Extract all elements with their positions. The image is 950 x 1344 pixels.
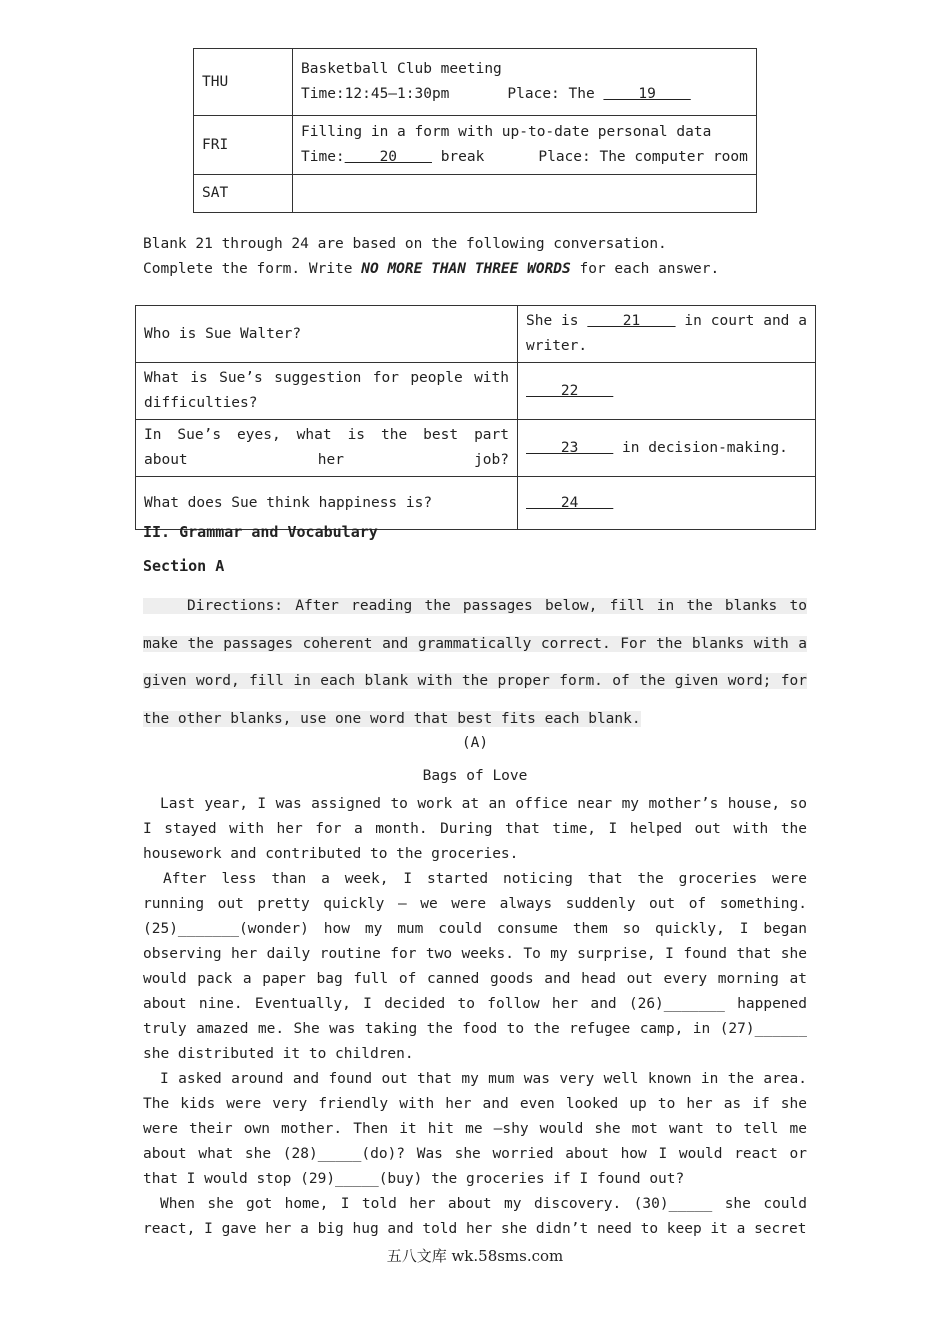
blank-22: 22 <box>526 382 614 399</box>
activity-cell <box>293 49 757 116</box>
blank-21: 21 <box>587 313 676 329</box>
passage-body <box>143 792 807 1242</box>
directions-text <box>143 588 807 738</box>
answer-prefix: She is <box>526 313 588 329</box>
form-row <box>136 477 816 530</box>
form-row <box>136 420 816 477</box>
blank-20: 20 <box>344 149 432 165</box>
passage-label: (A) <box>461 735 489 751</box>
answer-cell <box>518 306 816 363</box>
activity-place: Place: The computer room <box>538 149 748 165</box>
question-cell: Who is Sue Walter? <box>136 306 518 363</box>
form-row <box>136 363 816 420</box>
question-cell: In Sue’s eyes, what is the best part about her job? <box>136 420 518 477</box>
activity-details <box>301 145 748 170</box>
schedule-row-sat <box>194 175 757 213</box>
activity-place-prefix: Place: The <box>507 86 604 102</box>
directions-highlight: Directions: After reading the passages below, fill in the blanks to make the passages coherent and grammatically correct. For the blanks with a given word, fill in each blank with the proper form. of the given word; for the other blanks, use one word that best fits each blank. <box>143 598 807 727</box>
conversation-form-table <box>135 305 816 530</box>
instruction-line: Blank 21 through 24 are based on the following conversation. <box>143 236 667 252</box>
paragraph: I asked around and found out that my mum was very well known in the area. The kids were very friendly with her and even looked up to her as if she were their own mother. Then it hit me —shy would she mot want to tell me about what she (28)_____(do)? Was she worried about how I would react or that I would stop (29)_____(buy) the groceries if I found out? <box>143 1071 807 1187</box>
day-cell: FRI <box>194 116 293 175</box>
passage-title: Bags of Love <box>422 768 528 784</box>
paragraph: Last year, I was assigned to work at an office near my mother’s house, so I stayed with her for a month. During that time, I helped out with the housework and contributed to the groceries. <box>143 796 807 862</box>
activity-time-suffix: break <box>431 149 485 165</box>
instruction-text: Complete the form. Write <box>143 261 362 277</box>
activity-cell <box>293 116 757 175</box>
answer-cell <box>518 420 816 477</box>
schedule-table <box>193 48 757 213</box>
answer-cell <box>518 477 816 530</box>
blank-19: 19 <box>603 86 691 102</box>
activity-title: Filling in a form with up-to-date personal data <box>301 124 712 140</box>
section-heading: II. Grammar and Vocabulary <box>143 523 378 541</box>
blank-24: 24 <box>526 494 614 511</box>
form-row <box>136 306 816 363</box>
activity-time: Time:12:45—1:30pm <box>301 86 450 102</box>
schedule-row-thu <box>194 49 757 116</box>
instruction-text: for each answer. <box>570 261 720 277</box>
paragraph: When she got home, I told her about my discovery. (30)_____ she could react, I gave her a big hug and told her she didn’t need to keep it a secret <box>143 1196 807 1237</box>
conversation-instructions <box>143 232 843 282</box>
instruction-line <box>143 257 843 282</box>
question-cell: What does Sue think happiness is? <box>136 477 518 530</box>
answer-suffix: in decision-making. <box>613 439 788 456</box>
word-limit-emphasis: NO MORE THAN THREE WORDS <box>361 261 571 277</box>
answer-cell <box>518 363 816 420</box>
answer-suffix: in court and a writer. <box>526 313 807 354</box>
day-cell: THU <box>194 49 293 116</box>
activity-title: Basketball Club meeting <box>301 61 502 77</box>
day-cell: SAT <box>194 175 293 213</box>
activity-cell <box>293 175 757 213</box>
paragraph: After less than a week, I started noticing that the groceries were running out pretty quickly — we were always suddenly out of something. (25)_______(wonder) how my mum could consume them so quickly, I began observing her daily routine for two weeks. To my surprise, I found that she would pack a paper bag full of canned goods and head out every morning at about nine. Eventually, I decided to follow her and (26)_______ happened truly amazed me. She was taking the food to the refugee camp, in (27)______ she distributed it to children. <box>143 871 807 1062</box>
subsection-heading: Section A <box>143 557 225 575</box>
activity-details <box>301 82 748 107</box>
schedule-row-fri <box>194 116 757 175</box>
question-cell: What is Sue’s suggestion for people with difficulties? <box>136 363 518 420</box>
blank-23: 23 <box>526 439 614 456</box>
activity-time-prefix: Time: <box>301 149 345 165</box>
footer-watermark: 五八文库 wk.58sms.com <box>386 1247 564 1265</box>
